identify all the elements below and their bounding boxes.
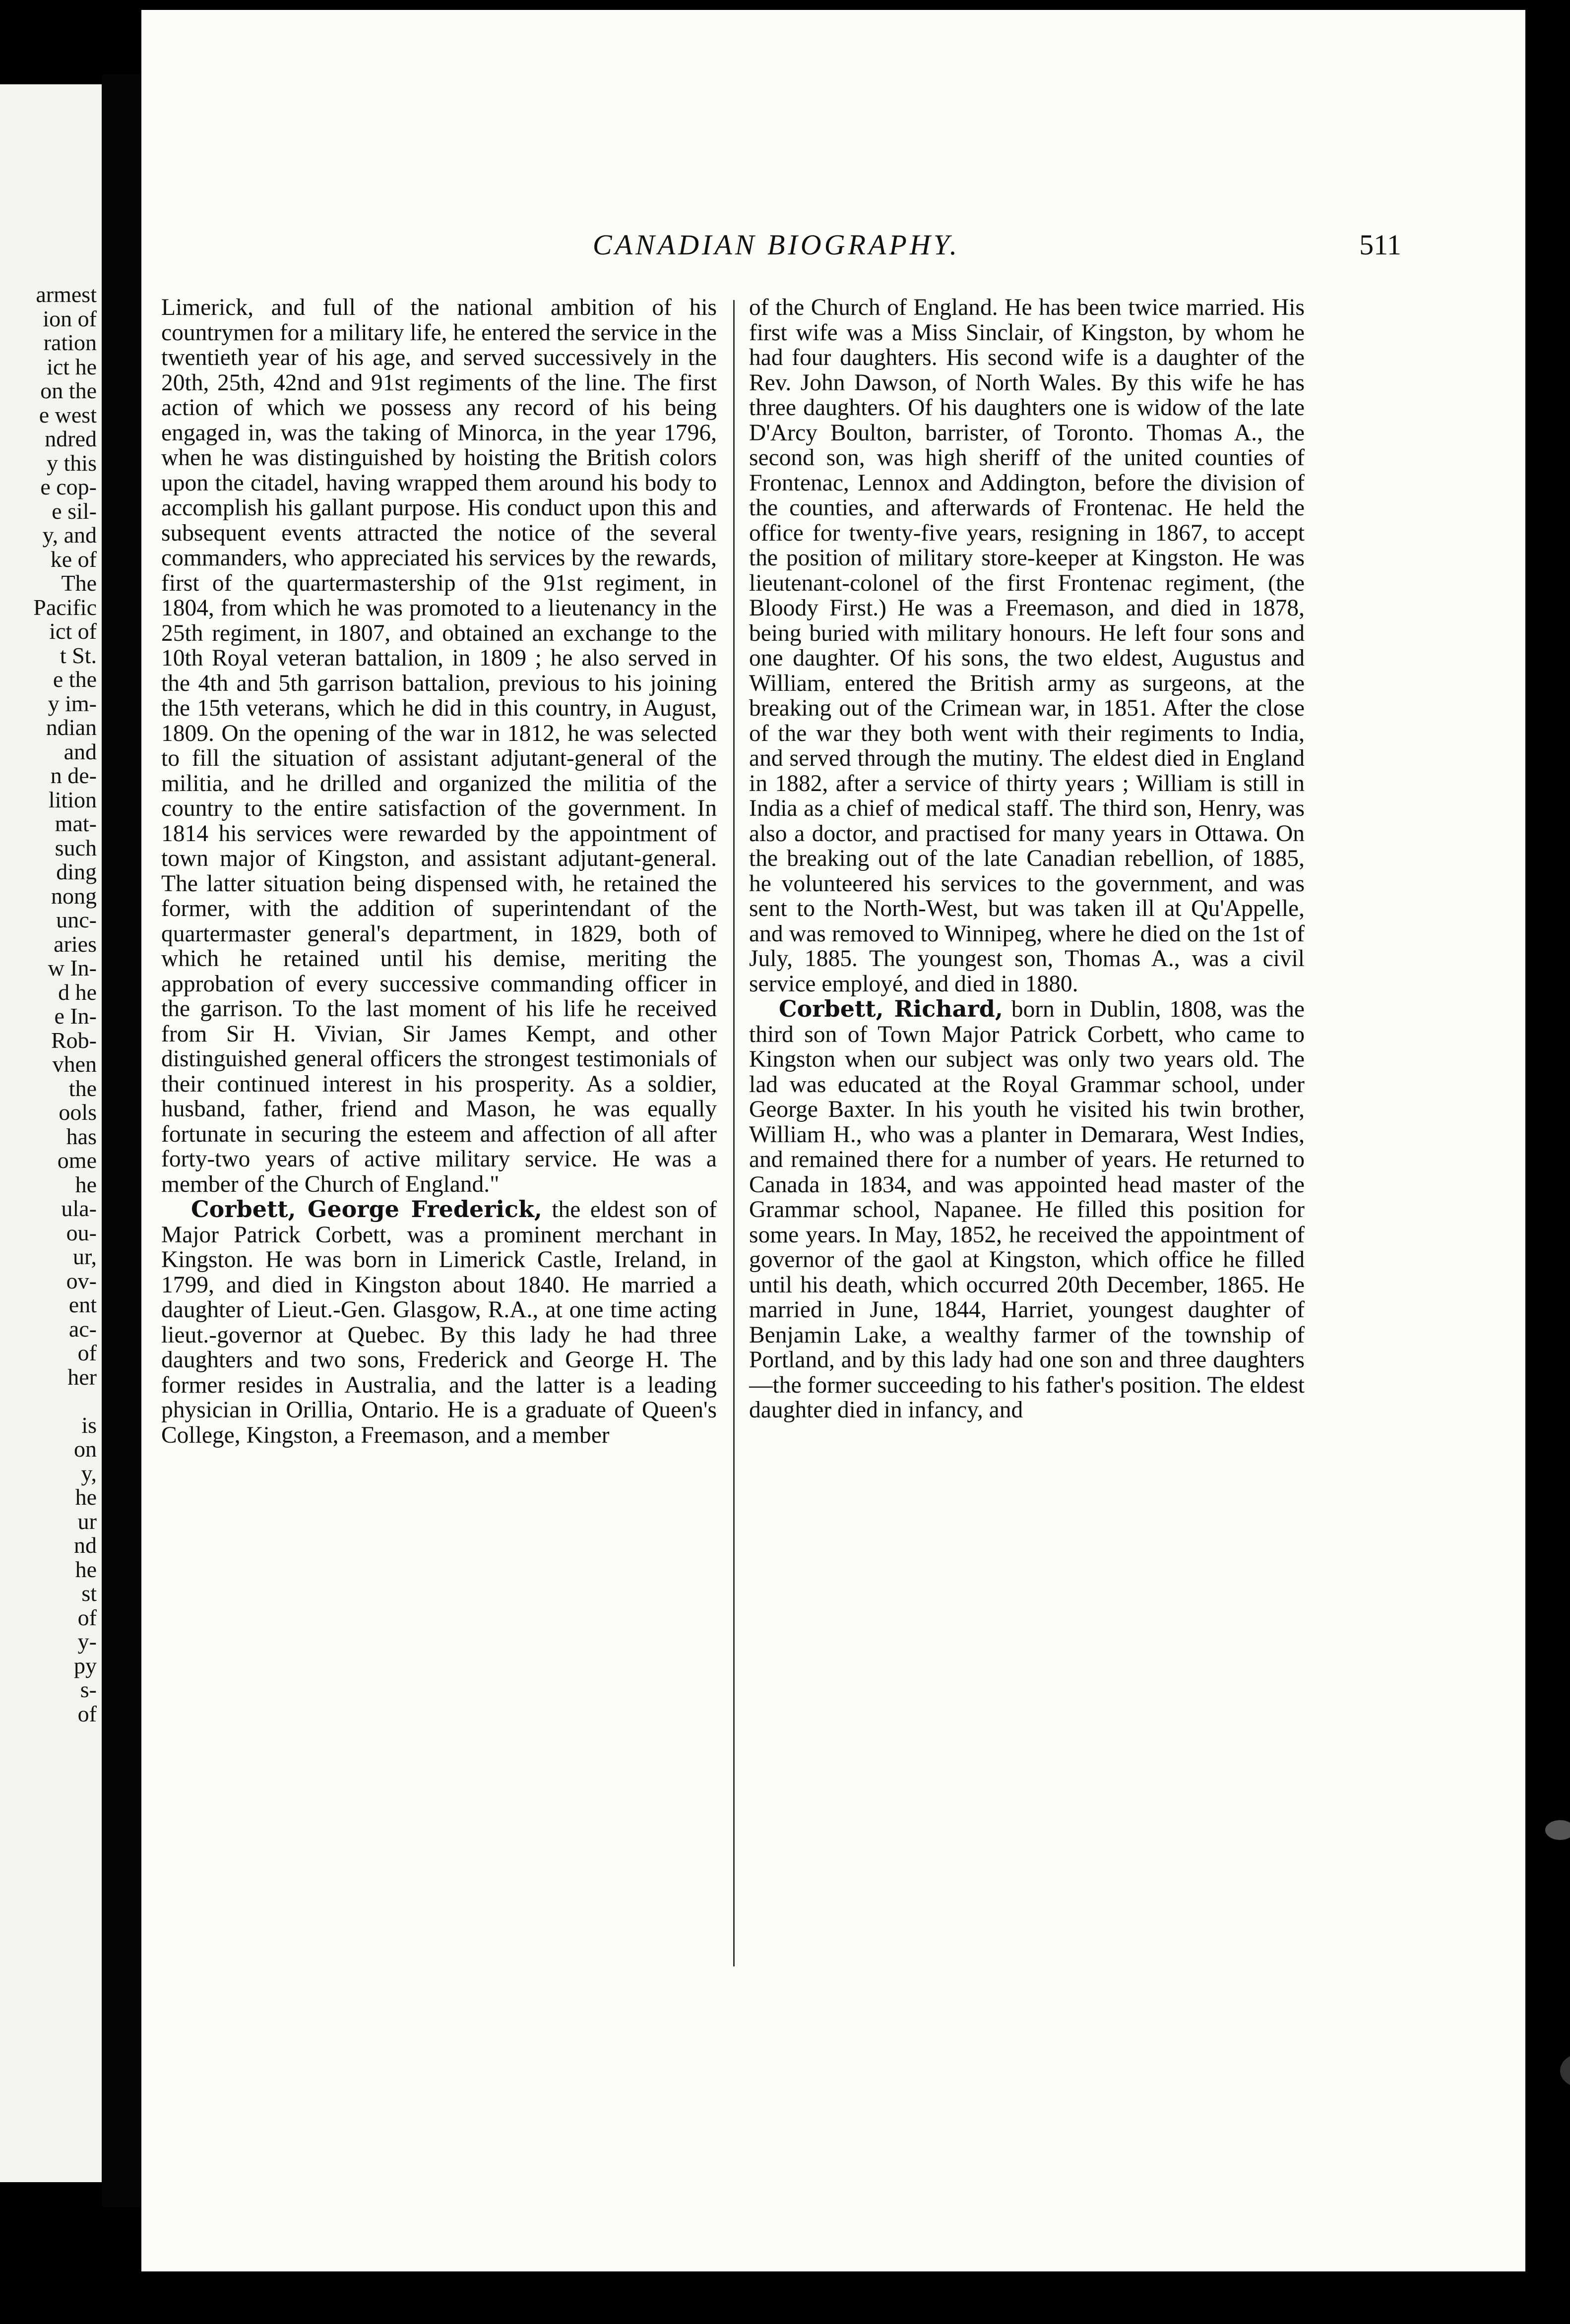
facing-page-line: armest xyxy=(36,282,97,307)
book-page xyxy=(141,10,1525,2271)
entry-richard-corbett xyxy=(749,996,1305,1423)
page-number: 511 xyxy=(1359,229,1401,261)
facing-page-line: d he xyxy=(58,979,97,1005)
facing-page-line: he xyxy=(75,1484,97,1510)
facing-page-line: y- xyxy=(77,1629,97,1654)
facing-page-line: such xyxy=(55,835,97,860)
facing-page-line: y, and xyxy=(42,522,97,548)
facing-page-line: vhen xyxy=(52,1051,97,1077)
facing-page-line: ict of xyxy=(49,618,97,644)
facing-page-line: ome xyxy=(57,1148,97,1173)
paper-speckle xyxy=(1545,1820,1570,1840)
facing-page-line xyxy=(2,1389,97,1413)
facing-page-line: py xyxy=(74,1652,97,1678)
facing-page-line: ov- xyxy=(66,1268,97,1293)
facing-page-line: ict he xyxy=(47,354,97,379)
paper-speckle xyxy=(1560,2053,1570,2088)
facing-page-line: nd xyxy=(74,1532,97,1558)
facing-page-line: e sil- xyxy=(52,498,97,524)
facing-page-line: on xyxy=(74,1436,97,1462)
running-head xyxy=(141,228,1525,263)
facing-page-line: nong xyxy=(51,883,97,909)
facing-page-line: unc- xyxy=(56,907,97,932)
entry-george-frederick-corbett xyxy=(161,1197,717,1448)
facing-page-line: ur xyxy=(77,1508,97,1534)
page-title: CANADIAN BIOGRAPHY. xyxy=(592,229,960,261)
column-divider xyxy=(733,300,735,1966)
facing-page-line: ou- xyxy=(66,1220,97,1245)
binding-gutter xyxy=(102,74,141,2207)
facing-page-line: her xyxy=(67,1364,97,1390)
facing-page-text xyxy=(2,283,97,1726)
facing-page-line: he xyxy=(75,1556,97,1582)
facing-page-line: e west xyxy=(39,402,97,428)
facing-page-line: of xyxy=(77,1340,97,1365)
facing-page-line: ac- xyxy=(68,1316,97,1342)
facing-page-line: lition xyxy=(48,787,97,812)
facing-page-line: ndred xyxy=(45,426,97,451)
facing-page-line: ndian xyxy=(46,715,97,740)
entry-text: the eldest son of Major Patrick Corbett, was a prominent merchant in Kingston. He was born in Limerick Castle, Ireland, in 1799, and died in Kingston about 1840. He married a daughter of Lieut.-Gen. Glasgow, R.A., at one time acting lieut.-governor at Quebec. By this lady he had three daughters and two sons, Frederick and George H. The former resides in Australia, and the latter is a leading physician in Orillia, Ontario. He is a graduate of Queen's College, Kingston, a Freemason, and a member xyxy=(161,1197,717,1448)
facing-page-line: has xyxy=(66,1123,97,1149)
left-column xyxy=(161,295,717,2031)
facing-page-line: y, xyxy=(81,1460,97,1486)
facing-page-line: on the xyxy=(40,378,97,403)
facing-page-line: e In- xyxy=(54,1003,97,1029)
facing-page-line: aries xyxy=(54,931,97,957)
facing-page-line: and xyxy=(63,738,97,764)
facing-page-line: The xyxy=(61,570,97,596)
facing-page-line: is xyxy=(81,1412,97,1438)
facing-page-line: ion of xyxy=(43,306,97,331)
facing-page-line: t St. xyxy=(60,642,97,668)
facing-page-line: Pacific xyxy=(33,594,97,620)
entry-name: Corbett, George Frederick, xyxy=(191,1196,542,1223)
facing-page-line: mat- xyxy=(55,811,97,836)
facing-page-line: of xyxy=(77,1604,97,1630)
facing-page-line: Rob- xyxy=(51,1027,97,1053)
facing-page-line: st xyxy=(81,1581,97,1606)
facing-page-line: y im- xyxy=(48,690,97,716)
right-column xyxy=(749,295,1305,2031)
right-column-paragraph: of the Church of England. He has been twice married. His first wife was a Miss Sinclair, of Kingston, by whom he had four daughters. His second wife is a daughter of the Rev. John Dawson, of North Wales. By this wife he has three daughters. Of his daughters one is widow of the late D'Arcy Boulton, barrister, of Toronto. Thomas A., the second son, was high sheriff of the united counties of Frontenac, Lennox and Addington, before the division of the counties, and afterwards of Frontenac. He held the office for twenty-five years, resigning in 1867, to accept the position of military store-keeper at Kingston. He was lieutenant-colonel of the first Frontenac regiment, (the Bloody First.) He was a Freemason, and died in 1878, being buried with military honours. He left four sons and one daughter. Of his sons, the two eldest, Augustus and William, entered the British army as surgeons, at the breaking out of the Crimean war, in 1851. After the close of the war they both went with their regiments to India, and served through the mutiny. The eldest died in England in 1882, after a service of thirty years ; William is still in India as a chief of medical staff. The third son, Henry, was also a doctor, and practised for many years in Ottawa. On the breaking out of the late Canadian rebellion, of 1885, he volunteered his services to the government, and was sent to the North-West, but was taken ill at Qu'Appelle, and was removed to Winnipeg, where he died on the 1st of July, 1885. The youngest son, Thomas A., was a civil service employé, and died in 1880. xyxy=(749,295,1305,997)
facing-page-line: ula- xyxy=(61,1196,97,1221)
facing-page-line: ur, xyxy=(73,1244,97,1269)
facing-page-line: ke of xyxy=(50,546,97,572)
facing-page-line: ration xyxy=(43,330,97,355)
facing-page-line: n de- xyxy=(50,763,97,788)
entry-name: Corbett, Richard, xyxy=(779,995,1003,1022)
facing-page-line: ding xyxy=(56,859,97,884)
facing-page-line: the xyxy=(68,1075,97,1101)
facing-page-line: y this xyxy=(47,450,97,476)
facing-page-line: he xyxy=(75,1171,97,1197)
facing-page-line: of xyxy=(77,1701,97,1726)
facing-page-line: e cop- xyxy=(40,474,97,499)
left-column-paragraph: Limerick, and full of the national ambition of his countrymen for a military life, he entered the service in the twentieth year of his age, and served successively in the 20th, 25th, 42nd and 91st regiments of the line. The first action of which we possess any record of his being engaged in, was the taking of Minorca, in the year 1796, when he was distinguished by hoisting the British colors upon the citadel, having wrapped them around his body to accomplish his gallant purpose. His conduct upon this and subsequent events attracted the notice of the several commanders, who appreciated his services by the rewards, first of the quartermastership of the 91st regiment, in 1804, from which he was promoted to a lieutenancy in the 25th regiment, in 1807, and obtained an exchange to the 10th Royal veteran battalion, in 1809 ; he also served in the 4th and 5th garrison battalion, previous to his joining the 15th veterans, which he did in this country, in August, 1809. On the opening of the war in 1812, he was selected to fill the situation of assistant adjutant-general of the militia, and he drilled and organized the militia of the country to the entire satisfaction of the government. In 1814 his services were rewarded by the appointment of town major of Kingston, and assistant adjutant-general. The latter situation being dispensed with, he retained the former, with the addition of superintendant of the quartermaster general's department, in 1829, both of which he retained until his demise, meriting the approbation of every successive commanding officer in the garrison. To the last moment of his life he received from Sir H. Vivian, Sir James Kempt, and other distinguished general officers the strongest testimonials of their continued interest in his prosperity. As a soldier, husband, father, friend and Mason, he was equally fortunate in securing the esteem and affection of all after forty-two years of active military service. He was a member of the Church of England." xyxy=(161,295,717,1197)
facing-page-line: e the xyxy=(53,667,97,692)
facing-page-fragment xyxy=(0,84,102,2182)
facing-page-line: s- xyxy=(80,1677,97,1702)
entry-text: born in Dublin, 1808, was the third son of Town Major Patrick Corbett, who came to Kingston when our subject was only two years old. The lad was educated at the Royal Grammar school, under George Baxter. In his youth he visited his twin brother, William H., who was a planter in Demarara, West Indies, and remained there for a number of years. He returned to Canada in 1834, and was appointed head master of the Grammar school, Napanee. He filled this position for some years. In May, 1852, he received the appointment of governor of the gaol at Kingston, which office he filled until his death, which occurred 20th December, 1865. He married in June, 1844, Harriet, youngest daughter of Benjamin Lake, a wealthy farmer of the township of Portland, and by this lady had one son and three daughters—the former succeeding to his father's position. The eldest daughter died in infancy, and xyxy=(749,996,1305,1423)
facing-page-line: ools xyxy=(59,1100,97,1125)
facing-page-line: w In- xyxy=(48,955,97,980)
facing-page-line: ent xyxy=(68,1292,97,1317)
